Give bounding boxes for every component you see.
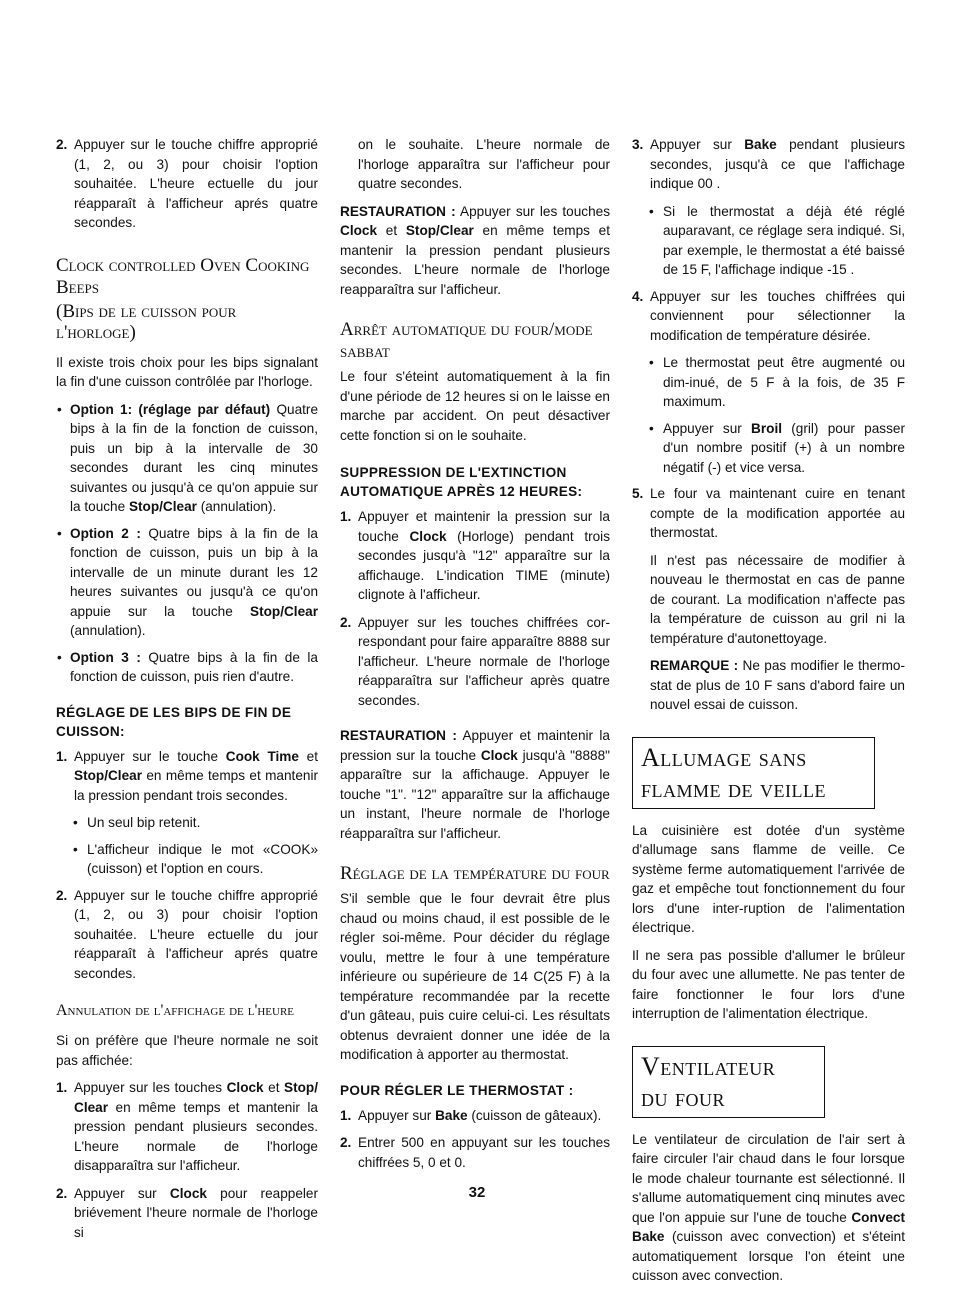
item-text: Appuyer sur: [663, 420, 752, 436]
bullet-icon: •: [57, 401, 62, 417]
list-item: [56, 1078, 318, 1176]
item-number: 2.: [56, 887, 68, 903]
boxed-heading-allumage: [632, 737, 875, 809]
section-heading-arret-automatique: Arrêt automatique du four/mode sabbat: [340, 319, 593, 362]
bullet-icon: •: [649, 203, 654, 219]
item-text: (Horloge) pendant trois secondes jusqu'à "12" apparaître sur la affichauge. L'indication TIME (minute) clignote à l'afficheur.: [358, 528, 610, 602]
list-item: [56, 524, 318, 641]
section-heading-clock-beeps: Clock controlled Oven Cooking Beeps: [56, 254, 310, 298]
section-heading-reglage-bips: RÉGLAGE DE LES BIPS DE FIN DE CUISSON:: [56, 704, 292, 739]
item-text: pendant plusieurs secondes, jusqu'à ce que l'affichage indique 00 .: [650, 137, 905, 191]
continued-text: on le souhaite. L'heure normale de l'horloge apparaîtra sur l'afficheur pour quatre secondes.: [358, 137, 610, 191]
option-text: Quatre bips à la fin de la fonction de cuisson, puis un bip à la intervalle de un minute durant les 12 heures suivantes ou jusqu'à ce qu'on appuie sur la touche: [70, 525, 318, 619]
list-item: [632, 353, 905, 412]
bullet-icon: •: [649, 355, 654, 370]
list-item: [56, 813, 318, 833]
key-name: Convect Bake: [632, 1209, 905, 1244]
item-number: 1.: [340, 1107, 352, 1123]
bullet-icon: •: [57, 525, 62, 541]
bullet-icon: •: [73, 841, 78, 857]
item-text: (gril) pour passer d'un nombre positif (+) à un nombre négatif (-) et vice versa.: [663, 420, 905, 475]
key-name: Bake: [744, 137, 777, 152]
restauration-paragraph: [340, 726, 610, 843]
section-heading-reglage-temperature: Réglage de la température du four: [340, 863, 610, 884]
paragraph-text: et: [377, 223, 406, 238]
item-number: 4.: [632, 288, 644, 304]
remarque-label: REMARQUE :: [650, 658, 739, 673]
section-box-ventilateur: [632, 1046, 905, 1118]
option-label: Option 2 :: [70, 525, 141, 541]
item-text: Appuyer sur: [358, 1107, 436, 1123]
item-text: Le four va maintenant cuire en tenant compte de la modification apportée au thermostat.: [650, 486, 905, 540]
heading-line: du four: [641, 1082, 726, 1112]
paragraph: La cuisinière est dotée d'un système d'allumage sans flamme de veille. Ce système ferme automatiquement l'arrivée de gaz et empêche tout fonctionnement du four lors d'une inter-ruption de l'alimentation électrique.: [632, 822, 905, 935]
bullet-icon: •: [57, 649, 62, 665]
restauration-label: RESTAURATION :: [340, 203, 456, 219]
paragraph: S'il semble que le four devrait être plus chaud ou moins chaud, il est possible de le régler soi-même. Pour décider du réglage voulu, mettre le four à une température inférieure ou supérieure de 14 C(25 F) à la température recommandée par la recette d'un gâteau, puis cuire celui-ci. Les résultats obtenus devraient donner une idée de la modification à apporter au thermostat.: [340, 891, 610, 1062]
option-label: Option 3 :: [70, 649, 141, 665]
paragraph-text: jusqu'à "8888" apparaître sur la affichauge. Appuyer le touche "1". "12" apparaître sur la affichauge un instant, l'heure normale de l'horloge réapparaîtra sur l'afficheur.: [340, 747, 610, 841]
key-name: Clock: [340, 223, 378, 238]
item-text: Appuyer et maintenir la pression sur la touche: [358, 509, 610, 544]
item-number: 1.: [340, 509, 352, 524]
list-item: [56, 648, 318, 687]
list-item: [56, 135, 318, 233]
item-text: Si le thermostat a déjà été réglé auparavant, ce réglage sera indiqué. Si, par exemple, le thermostat a été baissé de 15 F, l'affichage indique -15 .: [663, 203, 905, 277]
option-text: Quatre bips à la fin de la fonction de cuisson, puis un bip à la intervalle de 30 secondes durant les cinq minutes suivantes ou jusqu'à ce qu'on appuie sur la touche: [70, 401, 319, 514]
list-item: [340, 613, 610, 711]
paragraph-text: (cuisson avec convection) et s'éteint automatiquement lorsque l'on éteint une cuisson avec convection.: [632, 1229, 905, 1283]
key-name: Clock: [409, 528, 447, 544]
paragraph-text: Le ventilateur de circulation de l'air sert à faire circuler l'air chaud dans le four lorsque le mode chaleur tournante est sélectionné. Il s'allume automatiquement cinq minutes avec que l'on appuie sur l'une de touche: [632, 1131, 905, 1225]
section-heading-thermostat: POUR RÉGLER LE THERMOSTAT :: [340, 1082, 574, 1098]
item-number: 2.: [340, 614, 352, 630]
column-right: [632, 135, 905, 1294]
key-name: Cook Time: [225, 748, 299, 764]
key-name: Clock: [480, 747, 518, 763]
heading-line: Allumage sans: [641, 742, 807, 772]
list-item: [56, 747, 318, 806]
option-text: Quatre bips à la fin de la fonction de cuisson, puis rien d'autre.: [70, 649, 318, 684]
option-text: (annulation).: [196, 499, 277, 514]
key-name: Clock: [169, 1185, 207, 1201]
item-number: 1.: [56, 1080, 68, 1095]
column-left: [56, 135, 318, 1250]
key-name: Stop/Clear: [405, 223, 474, 238]
paragraph-text: Ne pas modifier le thermo-stat de plus de 10 F sans d'abord faire un nouvel essai de cuisson.: [650, 658, 905, 712]
key-name: Stop/ Clear: [74, 1080, 318, 1115]
paragraph-text: Appuyer et maintenir la pression sur la touche: [340, 728, 610, 763]
page-number: 32: [468, 1184, 486, 1201]
item-text: pour reappeler briévement l'heure normale de l'horloge si: [74, 1185, 318, 1240]
item-number: 3.: [632, 137, 644, 152]
heading-line: Ventilateur: [641, 1051, 776, 1081]
section-box-allumage: [632, 737, 905, 809]
item-text: en même temps et mantenir la pression pendant plusieurs secondes. L'heure normale de l'horloge disapparaîtra sur l'afficheur.: [74, 1099, 318, 1173]
item-text: Appuyer sur les touches: [74, 1080, 227, 1095]
list-item: [632, 419, 905, 478]
paragraph: Le four s'éteint automatiquement à la fin d'une période de 12 heures si on le laisse en marche par accident. On peut désactiver cette fonction si on le souhaite.: [340, 369, 610, 443]
paragraph-text: Appuyer sur les touches: [455, 203, 610, 219]
item-number: 2.: [56, 1185, 68, 1201]
item-text: L'afficheur indique le mot «COOK» (cuisson) et l'option en cours.: [87, 841, 318, 876]
list-item: [632, 287, 905, 346]
item-text: Appuyer sur le touche chiffre approprié (1, 2, ou 3) pour choisir l'option souhaitée. L'heure ectuelle du jour réapparaît à l'afficheur aprés quatre secondes.: [74, 887, 318, 981]
item-text: en même temps et mantenir la pression pendant trois secondes.: [74, 768, 318, 803]
item-text: et: [298, 748, 318, 764]
bullet-icon: •: [649, 420, 654, 436]
section-subheading-bips: (Bips de le cuisson pour l'horloge): [56, 300, 237, 343]
item-text: et: [263, 1080, 285, 1095]
heading-line: flamme de veille: [641, 773, 826, 803]
paragraph: [632, 1130, 905, 1286]
intro-text: Si on préfère que l'heure normale ne soit pas affichée:: [56, 1033, 318, 1068]
item-text: Appuyer sur les touches chiffrées qui conviennent pour sélectionner la modification de température désirée.: [650, 288, 905, 343]
key-name: Stop/Clear: [250, 603, 318, 619]
list-item: [56, 400, 318, 517]
option-label: Option 1: (réglage par défaut): [70, 401, 271, 417]
list-item: [56, 840, 318, 879]
list-item: [340, 1133, 610, 1172]
list-item: [632, 135, 905, 194]
list-item: [56, 886, 318, 984]
section-heading-annulation: Annulation de l'affichage de l'heure: [56, 1002, 295, 1019]
list-item: [340, 507, 610, 605]
list-item: [632, 202, 905, 280]
intro-text: Il existe trois choix pour les bips signalant la fin d'une cuisson contrôlée par l'horloge.: [56, 354, 318, 389]
item-text: (cuisson de gâteaux).: [467, 1107, 602, 1123]
item-text: Appuyer sur: [74, 1185, 170, 1201]
restauration-paragraph: [340, 202, 610, 300]
item-text: Appuyer sur: [650, 137, 745, 152]
key-name: Bake: [435, 1107, 468, 1123]
remarque-paragraph: [632, 656, 905, 715]
item-text: Le thermostat peut être augmenté ou dim-inué, de 5 F à la fois, de 35 F maximum.: [663, 355, 905, 409]
list-item: [340, 1106, 610, 1126]
paragraph: Il n'est pas nécessaire de modifier à nouveau le thermostat en cas de panne de courant. La modification n'affecte pas la température de cuisson au gril ni la température d'autonettoyage.: [650, 552, 905, 646]
column-middle: [340, 135, 610, 1180]
restauration-label: RESTAURATION :: [340, 728, 457, 743]
item-text: Appuyer sur le touche: [74, 748, 226, 764]
item-text: Appuyer sur les touches chiffrées cor-respondant pour faire apparaître 8888 sur l'afficheur. L'heure normale de l'horloge réapparaîtra sur l'afficheur après quatre secondes.: [358, 614, 610, 708]
item-number: 5.: [632, 486, 644, 501]
boxed-heading-ventilateur: [632, 1046, 825, 1118]
item-text: Appuyer sur le touche chiffre approprié (1, 2, ou 3) pour choisir l'option souhaitée. L'heure ectuelle du jour réapparaît à l'afficheur aprés quatre secondes.: [74, 137, 318, 230]
bullet-icon: •: [73, 815, 78, 830]
key-name: Broil: [751, 420, 783, 436]
key-name: Clock: [226, 1080, 264, 1095]
item-text: Un seul bip retenit.: [87, 815, 201, 830]
item-number: 2.: [340, 1135, 352, 1150]
key-name: Stop/Clear: [128, 499, 197, 514]
section-heading-suppression: SUPPRESSION DE L'EXTINCTION AUTOMATIQUE APRÈS 12 HEURES:: [340, 465, 583, 499]
item-text: Entrer 500 en appuyant sur les touches chiffrées 5, 0 et 0.: [358, 1135, 610, 1170]
paragraph: Il ne sera pas possible d'allumer le brûleur du four avec une allumette. Ne pas tenter de faire fonctionner le four lors d'une interruption de l'alimentation électrique.: [632, 947, 905, 1021]
item-number: 2.: [56, 137, 68, 152]
list-item: [632, 484, 905, 543]
option-text: (annulation).: [70, 623, 146, 638]
paragraph-text: en même temps et mantenir la pression pendant plusieurs secondes. L'heure normale de l'horloge reapparaîtra sur l'afficheur.: [340, 223, 611, 297]
item-number: 1.: [56, 748, 68, 764]
key-name: Stop/Clear: [74, 768, 142, 783]
